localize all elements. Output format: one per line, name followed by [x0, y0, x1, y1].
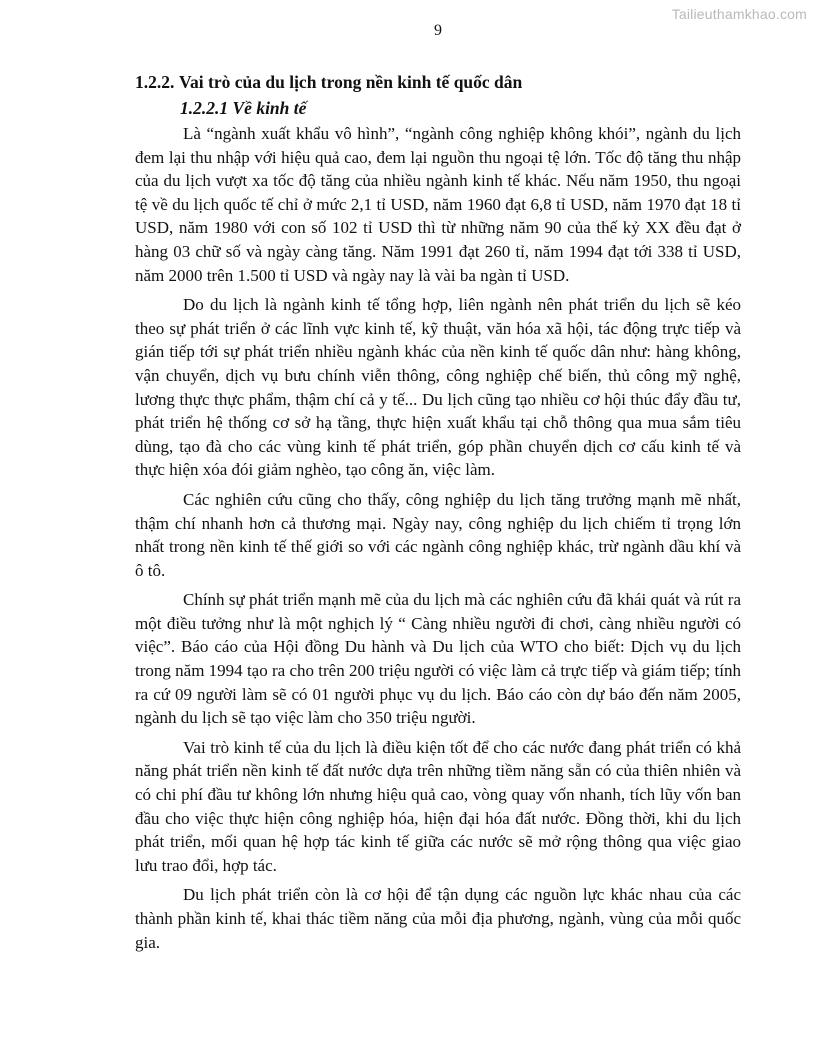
paragraph: Do du lịch là ngành kinh tế tổng hợp, liên ngành nên phát triển du lịch sẽ kéo theo sự phát triển ở các lĩnh vực kinh tế, kỹ thuật, văn hóa xã hội, tác động trực tiếp và gián tiếp tới sự phát triển nhiều ngành khác của nền kinh tế quốc dân như: hàng không, vận chuyển, dịch vụ bưu chính viễn thông, công nghiệp chế biến, thủ công mỹ nghệ, lương thực thực phẩm, thậm chí cả y tế... Du lịch cũng tạo nhiều cơ hội thúc đẩy đầu tư, phát triển hệ thống cơ sở hạ tầng, thực hiện xuất khẩu tại chỗ thông qua mua sắm tiêu dùng, tạo đà cho các vùng kinh tế phát triển, góp phần chuyển dịch cơ cấu kinh tế và thực hiện xóa đói giảm nghèo, tạo công ăn, việc làm.	[135, 295, 741, 480]
paragraph: Là “ngành xuất khẩu vô hình”, “ngành công nghiệp không khói”, ngành du lịch đem lại thu nhập với hiệu quả cao, đem lại nguồn thu ngoại tệ lớn. Tốc độ tăng thu nhập của du lịch vượt xa tốc độ tăng của nhiều ngành kinh tế khác. Nếu năm 1950, thu ngoại tệ về du lịch quốc tế chỉ ở mức 2,1 tỉ USD, năm 1960 đạt 6,8 tỉ USD, năm 1970 đạt 18 tỉ USD, năm 1980 với con số 102 tỉ USD thì từ những năm 90 của thế kỷ XX đều đạt ở hàng 03 chữ số và ngày càng tăng. Năm 1991 đạt 260 tỉ, năm 1994 đạt tới 338 tỉ USD, năm 2000 trên 1.500 tỉ USD và ngày nay là vài ba ngàn tỉ USD.	[135, 124, 741, 285]
paragraph: Các nghiên cứu cũng cho thấy, công nghiệp du lịch tăng trưởng mạnh mẽ nhất, thậm chí nhanh hơn cả thương mại. Ngày nay, công nghiệp du lịch chiếm tỉ trọng lớn nhất trong nền kinh tế thế giới so với các ngành công nghiệp khác, trừ ngành dầu khí và ô tô.	[135, 489, 741, 580]
paragraph: Vai trò kinh tế của du lịch là điều kiện tốt để cho các nước đang phát triển có khả năng phát triển nền kinh tế đất nước dựa trên những tiềm năng sẵn có của thiên nhiên và có chi phí đầu tư không lớn nhưng hiệu quả cao, vòng quay vốn nhanh, tích lũy vốn ban đầu cho việc thực hiện công nghiệp hóa, hiện đại hóa đất nước. Đồng thời, khi du lịch phát triển, mối quan hệ hợp tác kinh tế giữa các nước sẽ mở rộng thông qua việc giao lưu trao đổi, hợp tác.	[135, 737, 741, 875]
section-title: Vai trò của du lịch trong nền kinh tế quốc dân	[179, 72, 523, 92]
watermark-text: Tailieuthamkhao.com	[671, 6, 807, 22]
document-body	[135, 70, 741, 960]
page-number: 9	[434, 22, 442, 39]
paragraph: Chính sự phát triển mạnh mẽ của du lịch mà các nghiên cứu đã khái quát và rút ra một điều tưởng như là một nghịch lý “ Càng nhiều người đi chơi, càng nhiều người có việc”. Báo cáo của Hội đồng Du hành và Du lịch của WTO cho biết: Dịch vụ du lịch trong năm 1994 tạo ra cho trên 200 triệu người có việc làm cả trực tiếp và giám tiếp; tính ra cứ 09 người làm sẽ có 01 người phục vụ du lịch. Báo cáo còn dự báo đến năm 2005, ngành du lịch sẽ tạo việc làm cho 350 triệu người.	[135, 590, 741, 728]
section-number: 1.2.2.	[135, 72, 175, 92]
section-heading	[135, 70, 741, 94]
subsection-heading: 1.2.2.1 Về kinh tế	[180, 98, 307, 118]
paragraph: Du lịch phát triển còn là cơ hội để tận dụng các nguồn lực khác nhau của các thành phần kinh tế, khai thác tiềm năng của mỗi địa phương, ngành, vùng của mỗi quốc gia.	[135, 885, 741, 952]
